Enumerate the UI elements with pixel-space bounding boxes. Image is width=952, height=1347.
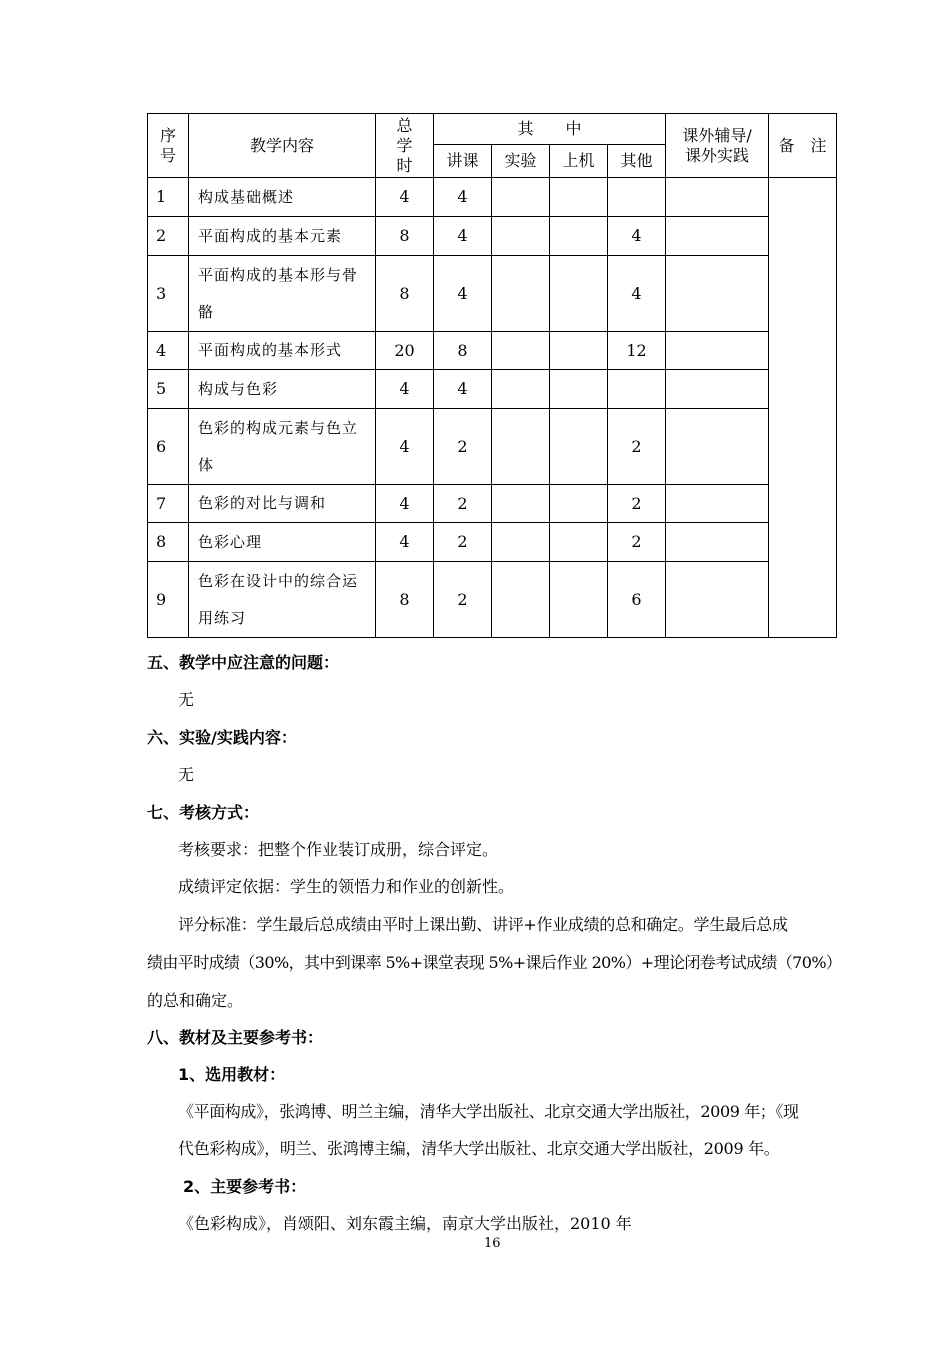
page-number: 16 [484,1236,501,1251]
row-computer [550,523,608,562]
row-extra [666,332,769,370]
header-experiment: 实验 [492,145,550,178]
row-extra [666,562,769,638]
row-other: 12 [608,332,666,370]
table-row [148,485,837,523]
row-topic: 构成与色彩 [189,370,376,409]
row-lecture: 2 [434,485,492,523]
header-lecture: 讲课 [434,145,492,178]
row-total: 4 [376,178,434,217]
section-6-heading: 六、实验/实践内容： [147,728,297,747]
header-remarks: 备 注 [769,114,837,178]
row-other: 6 [608,562,666,638]
row-lecture: 2 [434,523,492,562]
row-total: 4 [376,523,434,562]
row-experiment [492,332,550,370]
row-experiment [492,485,550,523]
table-row [148,523,837,562]
row-no: 9 [148,562,189,638]
row-experiment [492,256,550,332]
row-no: 8 [148,523,189,562]
row-computer [550,409,608,485]
row-total: 8 [376,562,434,638]
section-7-heading: 七、考核方式： [147,803,260,822]
header-content: 教学内容 [189,114,376,178]
row-other: 2 [608,523,666,562]
header-of-which: 其 中 [434,114,666,145]
table-row [148,562,837,638]
grading-standard-line-2: 绩由平时成绩（30%，其中到课率 5%+课堂表现 5%+课后作业 20%）+理论闭卷考试成绩（70%） [147,953,842,972]
row-other: 4 [608,217,666,256]
textbook-line-1: 《平面构成》，张鸿博、明兰主编，清华大学出版社、北京交通大学出版社，2009 年；《现 [178,1102,799,1121]
row-experiment [492,523,550,562]
row-other [608,370,666,409]
row-topic: 平面构成的基本元素 [189,217,376,256]
grading-basis: 成绩评定依据：学生的领悟力和作业的创新性。 [178,877,515,896]
row-lecture: 4 [434,256,492,332]
reference-book: 《色彩构成》，肖颂阳、刘东霞主编，南京大学出版社，2010 年 [178,1214,632,1233]
header-total-hours: 总学时 [376,114,434,178]
row-lecture: 4 [434,217,492,256]
row-computer [550,217,608,256]
row-extra [666,178,769,217]
row-topic: 色彩的构成元素与色立体 [189,409,376,485]
row-other: 2 [608,485,666,523]
header-extracurricular: 课外辅导/课外实践 [666,114,769,178]
row-other [608,178,666,217]
table-row [148,370,837,409]
row-no: 3 [148,256,189,332]
row-no: 7 [148,485,189,523]
row-lecture: 2 [434,562,492,638]
row-lecture: 4 [434,370,492,409]
section-6-body: 无 [178,765,195,784]
row-other: 2 [608,409,666,485]
row-extra [666,409,769,485]
row-total: 4 [376,409,434,485]
remarks-cell [769,178,837,638]
textbook-subheading: 1、选用教材： [178,1065,286,1084]
grading-standard-line-3: 的总和确定。 [147,991,244,1010]
row-other: 4 [608,256,666,332]
row-lecture: 4 [434,178,492,217]
row-lecture: 2 [434,409,492,485]
row-experiment [492,178,550,217]
row-total: 4 [376,370,434,409]
row-computer [550,332,608,370]
teaching-hours-table [147,113,837,638]
row-no: 6 [148,409,189,485]
row-no: 1 [148,178,189,217]
row-topic: 平面构成的基本形与骨骼 [189,256,376,332]
row-lecture: 8 [434,332,492,370]
section-8-heading: 八、教材及主要参考书： [147,1028,324,1047]
row-total: 8 [376,256,434,332]
row-computer [550,256,608,332]
row-computer [550,562,608,638]
row-extra [666,217,769,256]
row-extra [666,256,769,332]
row-topic: 构成基础概述 [189,178,376,217]
row-no: 4 [148,332,189,370]
row-topic: 色彩在设计中的综合运用练习 [189,562,376,638]
row-experiment [492,562,550,638]
row-computer [550,178,608,217]
row-experiment [492,217,550,256]
row-total: 4 [376,485,434,523]
row-topic: 色彩心理 [189,523,376,562]
row-extra [666,370,769,409]
row-computer [550,485,608,523]
assessment-requirement: 考核要求：把整个作业装订成册，综合评定。 [178,840,499,859]
row-topic: 色彩的对比与调和 [189,485,376,523]
header-other: 其他 [608,145,666,178]
table-row [148,256,837,332]
row-total: 8 [376,217,434,256]
reference-subheading: 2、主要参考书： [183,1177,307,1196]
table-row [148,409,837,485]
section-5-body: 无 [178,690,195,709]
section-5-heading: 五、教学中应注意的问题： [147,653,340,672]
table-row [148,178,837,217]
textbook-line-2: 代色彩构成》，明兰、张鸿博主编，清华大学出版社、北京交通大学出版社，2009 年。 [178,1139,780,1158]
row-extra [666,523,769,562]
row-total: 20 [376,332,434,370]
row-topic: 平面构成的基本形式 [189,332,376,370]
row-computer [550,370,608,409]
header-no: 序号 [148,114,189,178]
grading-standard-line-1: 评分标准：学生最后总成绩由平时上课出勤、讲评+作业成绩的总和确定。学生最后总成 [178,915,788,934]
row-experiment [492,409,550,485]
header-computer: 上机 [550,145,608,178]
row-no: 2 [148,217,189,256]
row-extra [666,485,769,523]
table-row [148,332,837,370]
row-experiment [492,370,550,409]
table-row [148,217,837,256]
row-no: 5 [148,370,189,409]
